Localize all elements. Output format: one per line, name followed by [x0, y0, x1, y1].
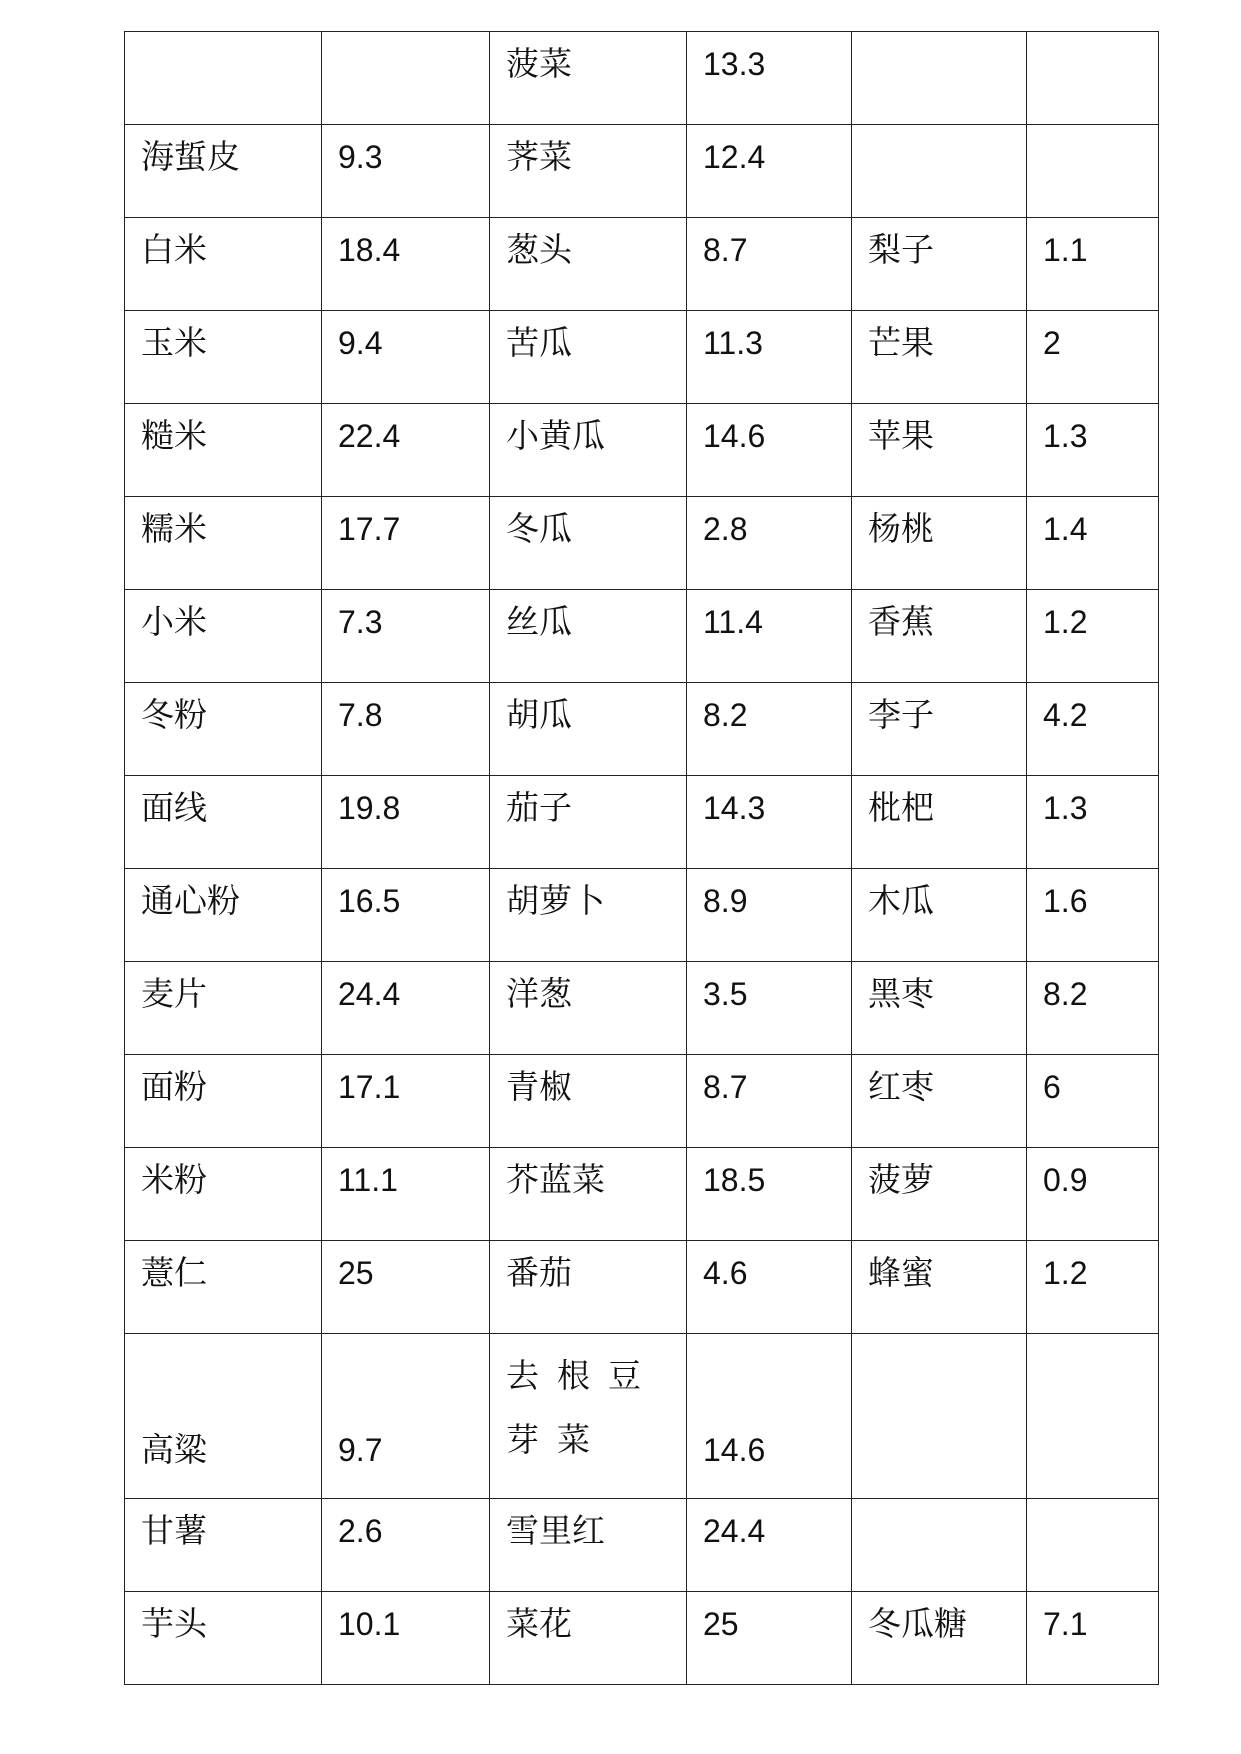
table-cell-value: 1.3: [1027, 776, 1159, 869]
table-cell-name: 甘薯: [125, 1499, 322, 1592]
table-cell-value: 1.1: [1027, 218, 1159, 311]
table-cell-value: 4.6: [687, 1241, 852, 1334]
table-cell-value: 8.2: [687, 683, 852, 776]
table-cell-value: 19.8: [322, 776, 490, 869]
table-cell-name: [852, 32, 1027, 125]
table-cell-name: 番茄: [490, 1241, 687, 1334]
table-cell-name: 小米: [125, 590, 322, 683]
table-cell-name: 木瓜: [852, 869, 1027, 962]
table-cell-name: 芒果: [852, 311, 1027, 404]
table-cell-name: 面粉: [125, 1055, 322, 1148]
table-cell-name: 枇杷: [852, 776, 1027, 869]
table-cell-value: 14.6: [687, 1334, 852, 1499]
table-cell-value: 18.5: [687, 1148, 852, 1241]
table-cell-name: 苦瓜: [490, 311, 687, 404]
table-cell-value: 7.1: [1027, 1592, 1159, 1685]
table-cell-name: 米粉: [125, 1148, 322, 1241]
table-row: [125, 683, 1159, 776]
table-cell-name: 杨桃: [852, 497, 1027, 590]
table-cell-value: [1027, 1334, 1159, 1499]
table-row: [125, 590, 1159, 683]
table-cell-name: 李子: [852, 683, 1027, 776]
table-cell-value: 24.4: [687, 1499, 852, 1592]
table-cell-name: 薏仁: [125, 1241, 322, 1334]
table-cell-value: 13.3: [687, 32, 852, 125]
table-cell-value: 2.6: [322, 1499, 490, 1592]
table-cell-name: 冬粉: [125, 683, 322, 776]
table-cell-value: [1027, 32, 1159, 125]
table-cell-name: 通心粉: [125, 869, 322, 962]
table-cell-value: 8.7: [687, 218, 852, 311]
table-cell-name: 蜂蜜: [852, 1241, 1027, 1334]
table-row: [125, 218, 1159, 311]
table-cell-name: 梨子: [852, 218, 1027, 311]
table-cell-name: 冬瓜: [490, 497, 687, 590]
table-row: [125, 1055, 1159, 1148]
table-cell-value: 1.6: [1027, 869, 1159, 962]
table-row: [125, 1592, 1159, 1685]
table-cell-name: [852, 1334, 1027, 1499]
table-cell-name: [852, 1499, 1027, 1592]
table-cell-value: 0.9: [1027, 1148, 1159, 1241]
table-cell-value: 10.1: [322, 1592, 490, 1685]
table-row: [125, 1499, 1159, 1592]
table-cell-name: 糯米: [125, 497, 322, 590]
table-row: [125, 497, 1159, 590]
table-cell-name: 青椒: [490, 1055, 687, 1148]
table-cell-name: 茄子: [490, 776, 687, 869]
table-row: [125, 869, 1159, 962]
table-cell-name: 去根豆芽菜: [490, 1334, 687, 1499]
table-row: [125, 311, 1159, 404]
table-cell-name: 麦片: [125, 962, 322, 1055]
table-cell-value: 2.8: [687, 497, 852, 590]
table-row: [125, 125, 1159, 218]
table-row: [125, 1148, 1159, 1241]
table-cell-name: [852, 125, 1027, 218]
table-cell-value: 1.2: [1027, 590, 1159, 683]
table-cell-value: 1.4: [1027, 497, 1159, 590]
table-cell-name: 香蕉: [852, 590, 1027, 683]
table-cell-value: 7.3: [322, 590, 490, 683]
table-cell-name: 红枣: [852, 1055, 1027, 1148]
table-cell-value: 24.4: [322, 962, 490, 1055]
table-cell-name: 葱头: [490, 218, 687, 311]
table-cell-value: 11.4: [687, 590, 852, 683]
table-cell-name: 菜花: [490, 1592, 687, 1685]
table-cell-value: 1.3: [1027, 404, 1159, 497]
table-cell-name: 菠萝: [852, 1148, 1027, 1241]
table-row: [125, 1334, 1159, 1499]
table-row: [125, 404, 1159, 497]
table-cell-value: 4.2: [1027, 683, 1159, 776]
table-cell-value: 2: [1027, 311, 1159, 404]
table-cell-value: 3.5: [687, 962, 852, 1055]
table-cell-value: 14.6: [687, 404, 852, 497]
table-cell-name: 高粱: [125, 1334, 322, 1499]
table-cell-name: 面线: [125, 776, 322, 869]
table-cell-value: 8.9: [687, 869, 852, 962]
table-cell-name: 海蜇皮: [125, 125, 322, 218]
table-cell-value: 6: [1027, 1055, 1159, 1148]
food-value-table: [124, 31, 1159, 1685]
table-cell-value: 18.4: [322, 218, 490, 311]
table-row: [125, 1241, 1159, 1334]
table-cell-value: 8.7: [687, 1055, 852, 1148]
table-cell-name: 小黄瓜: [490, 404, 687, 497]
table-cell-name: [125, 32, 322, 125]
table-cell-value: 14.3: [687, 776, 852, 869]
table-cell-name: 洋葱: [490, 962, 687, 1055]
table-cell-name: 丝瓜: [490, 590, 687, 683]
table-row: [125, 776, 1159, 869]
table-cell-value: 17.7: [322, 497, 490, 590]
table-row: [125, 962, 1159, 1055]
table-cell-value: 16.5: [322, 869, 490, 962]
table-cell-name: 冬瓜糖: [852, 1592, 1027, 1685]
table-cell-value: 1.2: [1027, 1241, 1159, 1334]
table-cell-name: 芋头: [125, 1592, 322, 1685]
table-cell-value: 9.7: [322, 1334, 490, 1499]
table-cell-value: 9.4: [322, 311, 490, 404]
table-cell-name: 菠菜: [490, 32, 687, 125]
table-cell-value: [322, 32, 490, 125]
table-cell-name: 白米: [125, 218, 322, 311]
table-cell-name: 胡萝卜: [490, 869, 687, 962]
table-cell-name: 雪里红: [490, 1499, 687, 1592]
table-cell-name: 糙米: [125, 404, 322, 497]
table-cell-name: 玉米: [125, 311, 322, 404]
table-cell-value: 9.3: [322, 125, 490, 218]
table-cell-value: [1027, 1499, 1159, 1592]
table-cell-name: 黑枣: [852, 962, 1027, 1055]
table-cell-value: 7.8: [322, 683, 490, 776]
table-cell-value: 11.3: [687, 311, 852, 404]
table-cell-name: 胡瓜: [490, 683, 687, 776]
document-page: [124, 31, 1158, 1685]
table-cell-name: 荠菜: [490, 125, 687, 218]
table-cell-value: 17.1: [322, 1055, 490, 1148]
table-cell-value: 25: [687, 1592, 852, 1685]
table-cell-value: 22.4: [322, 404, 490, 497]
table-cell-name: 苹果: [852, 404, 1027, 497]
table-cell-value: 12.4: [687, 125, 852, 218]
table-cell-name: 芥蓝菜: [490, 1148, 687, 1241]
table-cell-value: 25: [322, 1241, 490, 1334]
table-row: [125, 32, 1159, 125]
table-cell-value: 11.1: [322, 1148, 490, 1241]
table-cell-value: [1027, 125, 1159, 218]
table-cell-value: 8.2: [1027, 962, 1159, 1055]
